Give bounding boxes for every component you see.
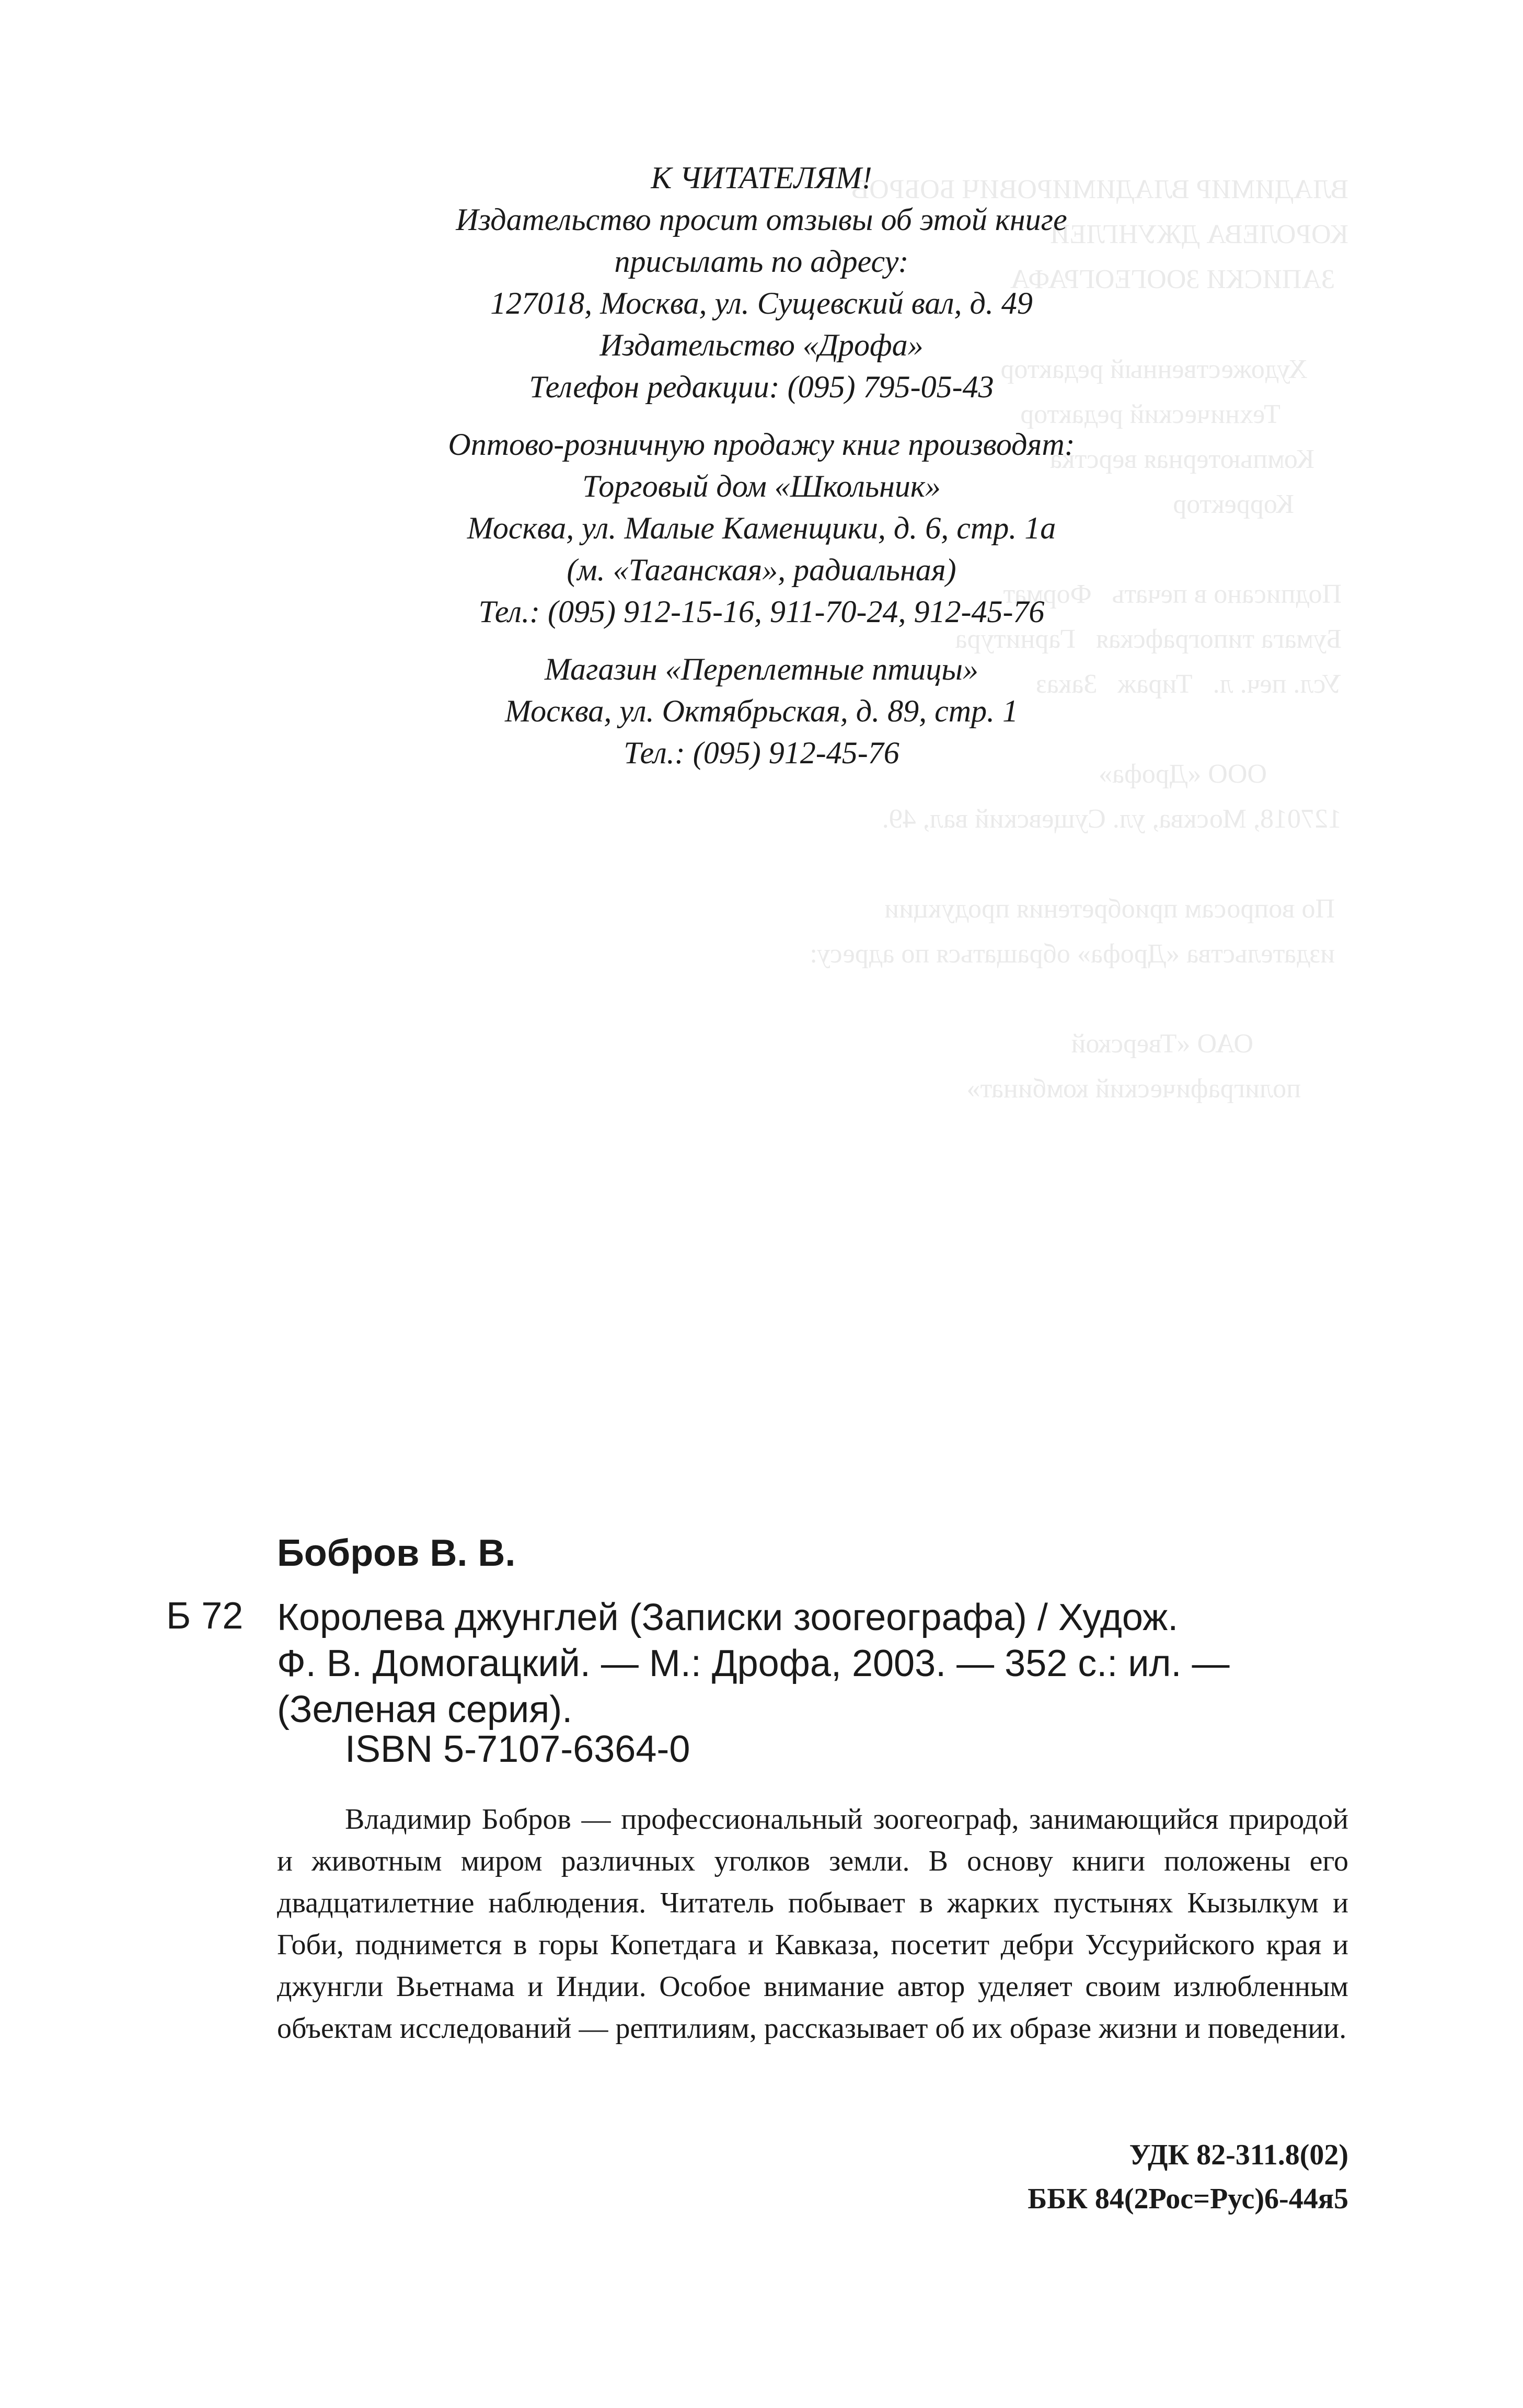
notice-address: Москва, ул. Малые Каменщики, д. 6, стр. 1а — [467, 511, 1056, 545]
notice-line: Оптово-розничную продажу книг производят: — [448, 427, 1075, 462]
notice-publisher: Издательство «Дрофа» — [599, 328, 924, 362]
bleed-through-texture: ВЛАДИМИР ВЛАДИМИРОВИЧ БОБРОВ КОРОЛЕВА ДЖУНГЛЕЙ ЗАПИСКИ ЗООГЕОГРАФА Художественный редактор Технический редактор Компьютерная верстка Корректор Подписано в печать Формат Бумага типографская Гарнитура Усл. печ. л. Тираж Заказ ООО «Дрофа» 127018, Москва, ул. Сущевский вал, 49. По вопросам приобретения продукции издательства «Дрофа» обращаться по адресу: ОАО «Тверской полиграфический комбинат» — [810, 175, 1348, 1104]
annotation: Владимир Бобров — профессиональный зоогеограф, занимающийся природой и животным миром различных уголков земли. В основу книги положены его двадцатилетние наблюдения. Читатель побывает в жарких пустынях Кызылкум и Гоби, поднимется в горы Копетдага и Кавказа, посетит дебри Уссурийского края и джунгли Вьетнама и Индии. Особое внимание автор уделяет своим излюбленным объектам исследований — рептилиям, рассказывает об их образе жизни и поведении. — [277, 1803, 1348, 2045]
notice-metro: (м. «Таганская», радиальная) — [567, 553, 956, 587]
title-line: (Зеленая серия). — [277, 1689, 573, 1730]
notice-phone: Телефон редакции: (095) 795-05-43 — [529, 370, 994, 404]
notice-line: присылать по адресу: — [614, 244, 909, 279]
shelf-code: Б 72 — [166, 1595, 244, 1637]
classification-codes — [1028, 2133, 1348, 2221]
title-line: Ф. В. Домогацкий. — М.: Дрофа, 2003. — 352 с.: ил. — — [277, 1643, 1230, 1684]
title-line: Королева джунглей (Записки зоогеографа) / Худож. — [277, 1597, 1179, 1638]
notice-phone: Тел.: (095) 912-15-16, 911-70-24, 912-45-76 — [478, 594, 1045, 629]
bibliographic-description — [277, 1595, 1348, 1733]
reader-notice — [0, 157, 1523, 774]
notice-address: Москва, ул. Октябрьская, д. 89, стр. 1 — [504, 694, 1019, 728]
notice-trade-house: Торговый дом «Школьник» — [582, 469, 941, 503]
notice-shop: Магазин «Переплетные птицы» — [544, 652, 979, 686]
notice-phone: Тел.: (095) 912-45-76 — [624, 736, 899, 770]
notice-address: 127018, Москва, ул. Сущевский вал, д. 49 — [490, 286, 1033, 320]
isbn: ISBN 5-7107-6364-0 — [345, 1728, 690, 1770]
author-name: Бобров В. В. — [277, 1532, 516, 1574]
udc-code: УДК 82-311.8(02) — [1129, 2139, 1348, 2171]
notice-line: Издательство просит отзывы об этой книге — [456, 202, 1067, 237]
notice-heading: К ЧИТАТЕЛЯМ! — [651, 160, 872, 195]
bbk-code: ББК 84(2Рос=Рус)6-44я5 — [1028, 2183, 1348, 2215]
